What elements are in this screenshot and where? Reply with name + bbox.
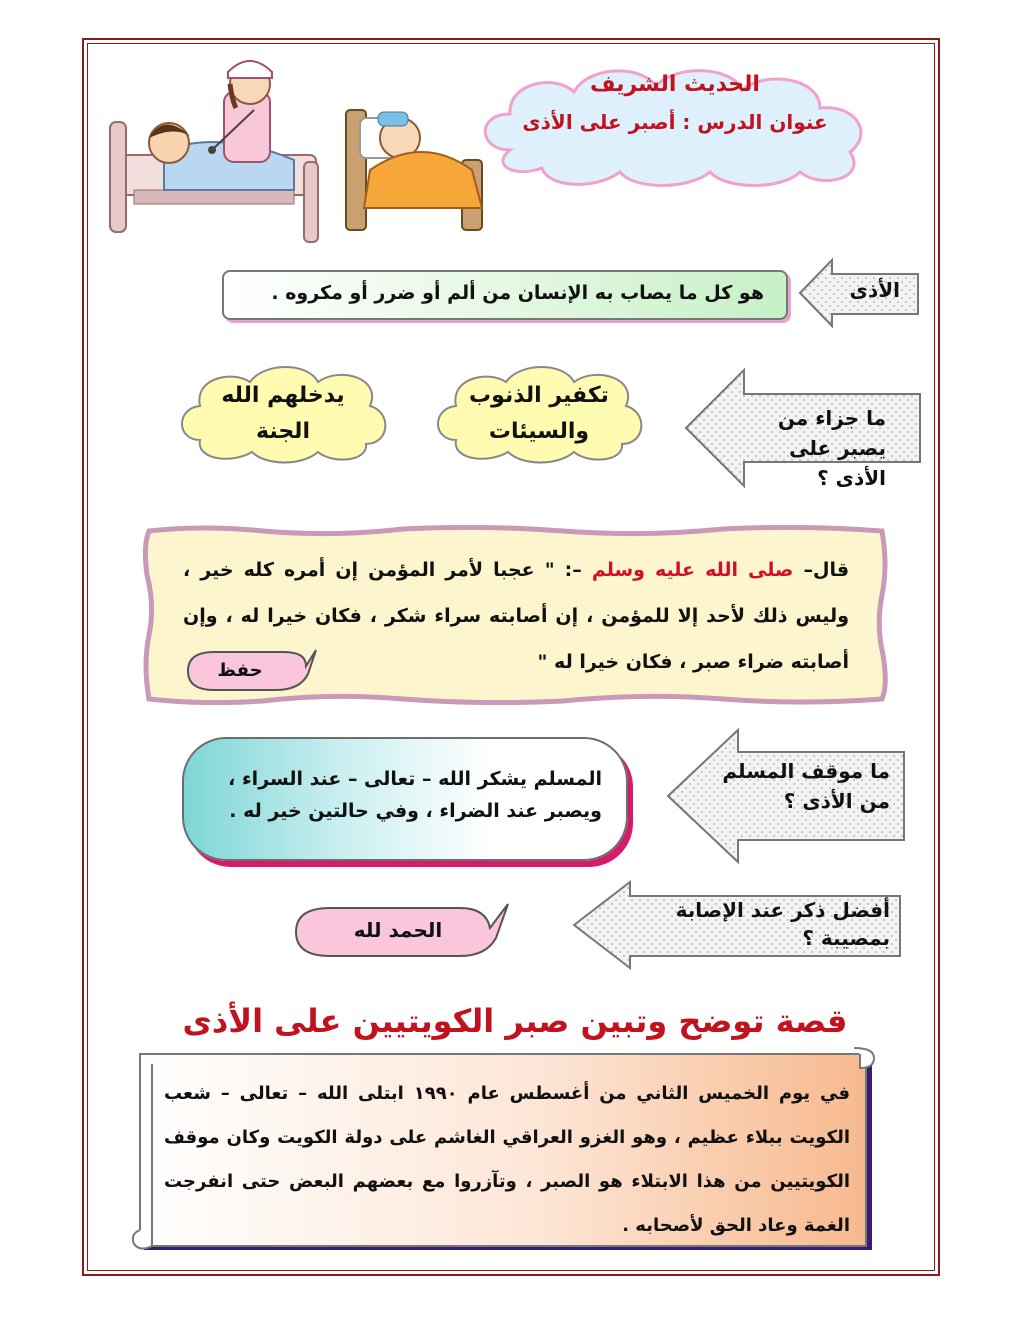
memorize-label: حفظ bbox=[217, 660, 263, 681]
definition-box bbox=[222, 270, 788, 320]
remembrance-answer: الحمد لله bbox=[353, 918, 443, 942]
story-title: قصة توضح وتبين صبر الكويتيين على الأذى bbox=[182, 1002, 848, 1040]
definition-term: الأذى bbox=[849, 278, 900, 302]
page-title: الحديث الشريف bbox=[590, 72, 760, 97]
hadith-paragraph: قال– صلى الله عليه وسلم –: " عجبا لأمر المؤمن إن أمره كله خير ، وليس ذلك لأحد إلا للمؤمن ، إن أصابته سراء شكر ، فكان خيرا له ، وإن أصابته ضراء صبر ، فكان خيرا له " bbox=[183, 559, 850, 673]
stance-question: ما موقف المسلم من الأذى ؟ bbox=[722, 759, 890, 813]
reward-answer-2-line1: يدخلهم الله bbox=[221, 383, 345, 408]
hadith-prefix: قال bbox=[812, 559, 850, 581]
story-text: في يوم الخميس الثاني من أغسطس عام ١٩٩٠ ابتلى الله – تعالى – شعب الكويت ببلاء عظيم ، وهو الغزو العراقي الغاشم على دولة الكويت وكان موقف الكويتيين من هذا الابتلاء هو الصبر ، وتآزروا مع بعضهم البعض حتى انفرجت الغمة وعاد الحق لأصحابه . bbox=[164, 1083, 850, 1236]
story-content bbox=[130, 1044, 882, 1254]
remembrance-question: أفضل ذكر عند الإصابة بمصيبة ؟ bbox=[675, 898, 890, 950]
reward-answer-1-line1: تكفير الذنوب bbox=[469, 383, 609, 408]
definition-text: هو كل ما يصاب به الإنسان من ألم أو ضرر أو مكروه . bbox=[271, 282, 764, 304]
stance-answer-box bbox=[182, 737, 628, 861]
reward-answer-1-line2: والسيئات bbox=[488, 419, 590, 444]
hadith-text: " عجبا لأمر المؤمن إن أمره كله خير ، وليس ذلك لأحد إلا للمؤمن ، إن أصابته سراء شكر ، فكان خيرا له ، وإن أصابته ضراء صبر ، فكان خيرا له " bbox=[183, 559, 849, 673]
hadith-salutation: صلى الله عليه وسلم bbox=[591, 559, 794, 581]
nurse-patient-illustration bbox=[104, 50, 334, 250]
stance-answer: المسلم يشكر الله – تعالى – عند السراء ، ويصبر عند الضراء ، وفي حالتين خير له . bbox=[228, 768, 602, 822]
reward-question: ما جزاء من يصبر على الأذى ؟ bbox=[777, 406, 886, 490]
lesson-title: عنوان الدرس : أصبر على الأذى bbox=[522, 110, 828, 134]
reward-answer-2 bbox=[172, 378, 394, 450]
title-cloud-text bbox=[470, 58, 880, 188]
reward-answer-2-line2: الجنة bbox=[256, 419, 310, 444]
reward-answer-1 bbox=[428, 378, 650, 450]
